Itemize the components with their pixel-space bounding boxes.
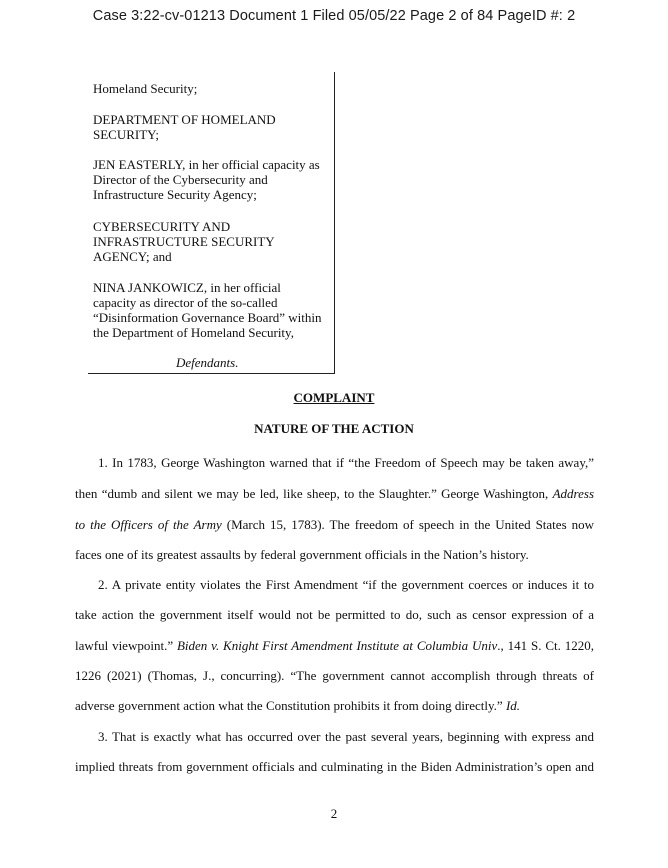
paragraph-line: take action the government itself would not be permitted to do, such as censor expression of a: [75, 607, 594, 622]
paragraph-line: 3. That is exactly what has occurred over the past several years, beginning with express and: [98, 729, 594, 744]
paragraph-line: 2. A private entity violates the First Amendment “if the government coerces or induces it to: [98, 577, 594, 592]
text-span: (March 15, 1783). The freedom of speech in the United States now: [221, 517, 595, 532]
paragraph-line: [75, 698, 594, 714]
paragraph-line: 1226 (2021) (Thomas, J., concurring). “The government cannot accomplish through threats of: [75, 668, 594, 683]
paragraph-line: 1. In 1783, George Washington warned that if “the Freedom of Speech may be taken away,”: [98, 455, 594, 470]
case-header: Case 3:22-cv-01213 Document 1 Filed 05/05/22 Page 2 of 84 PageID #: 2: [92, 8, 576, 24]
text-span: then “dumb and silent we may be led, like sheep, to the Slaughter.” George Washington,: [75, 486, 553, 501]
citation-italic: Id.: [505, 698, 521, 713]
party-entry: NINA JANKOWICZ, in her official capacity as director of the so-called “Disinformation Governance Board” within the Department of Homeland Security,: [93, 280, 322, 340]
paragraph-line: [75, 517, 594, 533]
case-caption-box: [88, 72, 335, 374]
page-number: 2: [330, 806, 338, 821]
citation-italic: Address: [552, 486, 594, 501]
paragraph-line: [75, 486, 594, 502]
text-span: ., 141 S. Ct. 1220,: [497, 638, 594, 653]
party-entry: DEPARTMENT OF HOMELAND SECURITY;: [93, 112, 276, 142]
party-entry: Homeland Security;: [93, 81, 198, 96]
citation-italic: Biden v. Knight First Amendment Institute at Columbia Univ: [176, 638, 498, 653]
text-span: lawful viewpoint.”: [75, 638, 177, 653]
document-title: COMPLAINT: [293, 390, 375, 405]
party-entry: CYBERSECURITY AND INFRASTRUCTURE SECURITY AGENCY; and: [93, 219, 275, 264]
section-heading: NATURE OF THE ACTION: [254, 421, 414, 436]
paragraph-line: faces one of its greatest assaults by federal government officials in the Nation’s history.: [75, 547, 529, 562]
party-entry: JEN EASTERLY, in her official capacity as Director of the Cybersecurity and Infrastructure Security Agency;: [93, 157, 320, 202]
text-span: adverse government action what the Constitution prohibits it from doing directly.”: [75, 698, 506, 713]
citation-italic: to the Officers of the Army: [75, 517, 222, 532]
paragraph-line: implied threats from government officials and culminating in the Biden Administration’s open and: [75, 759, 594, 774]
paragraph-line: [75, 638, 594, 654]
defendants-label: Defendants.: [176, 355, 239, 370]
